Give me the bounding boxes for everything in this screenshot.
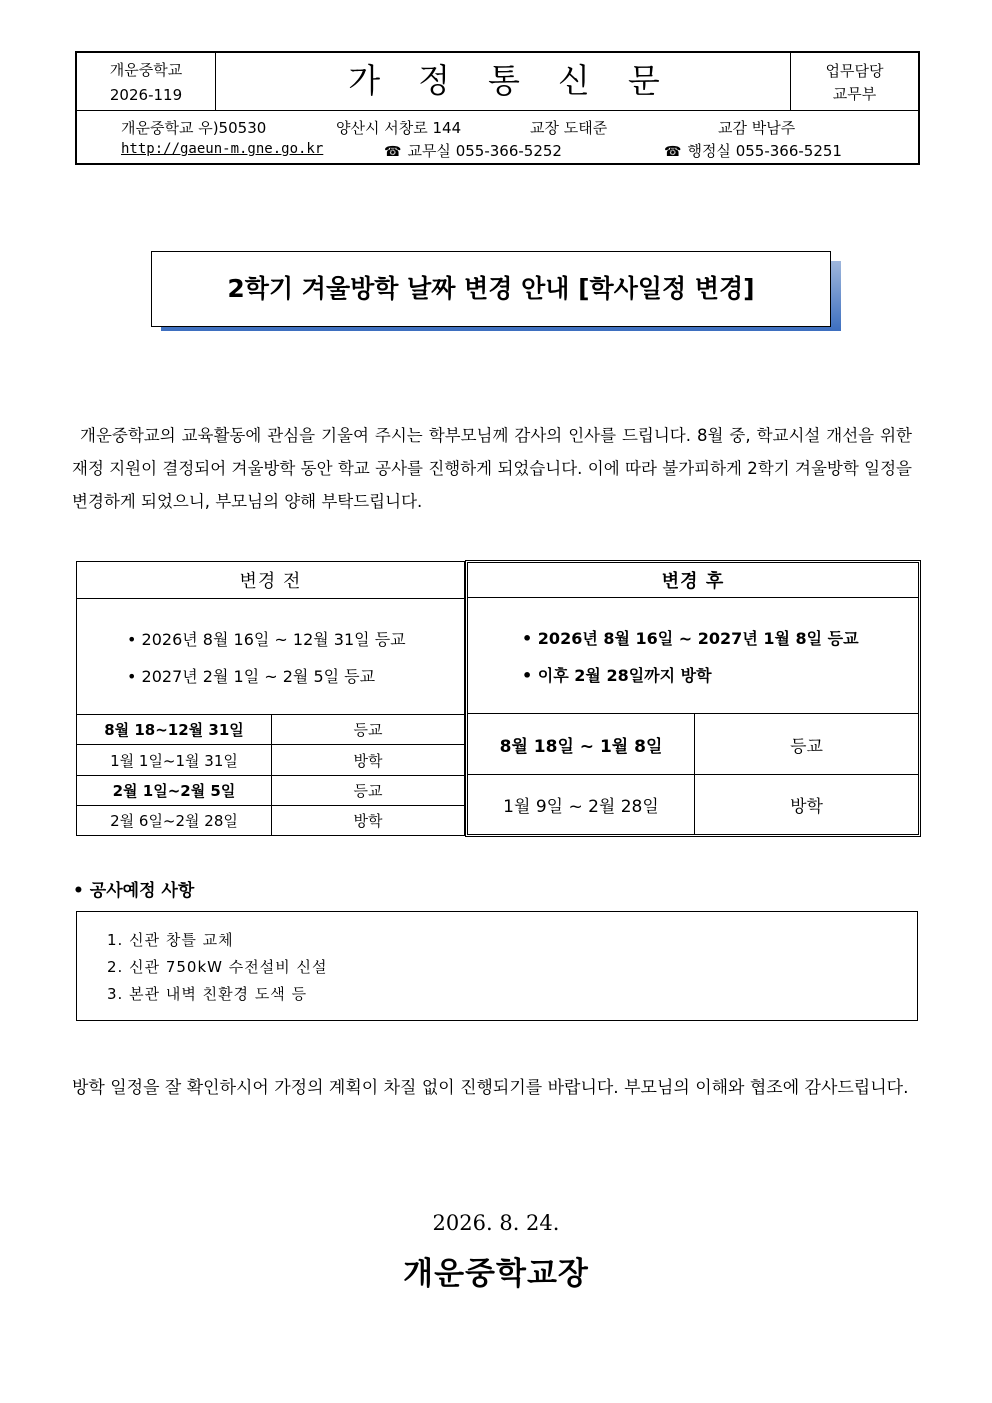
- school-address: 개운중학교 우)50530: [121, 119, 267, 137]
- list-item: 2. 신관 750kW 수전설비 신설: [107, 958, 328, 976]
- department-name: 교무부: [832, 85, 877, 103]
- table-cell: 2월 1일~2월 5일: [77, 775, 271, 805]
- title-char: 통: [488, 61, 520, 100]
- table-cell: 2월 6일~2월 28일: [77, 805, 271, 835]
- vice-principal-name: 교감 박남주: [718, 119, 796, 137]
- after-header: 변경 후: [661, 571, 725, 592]
- table-cell: 등교: [271, 714, 464, 744]
- newsletter-title: [216, 53, 792, 110]
- header-top-row: [77, 53, 918, 111]
- table-cell: 8월 18~12월 31일: [77, 714, 271, 744]
- school-website-link[interactable]: http://gaeun-m.gne.go.kr: [121, 141, 324, 157]
- closing-paragraph: 방학 일정을 잘 확인하시어 가정의 계획이 차질 없이 진행되기를 바랍니다. 부모님의 이해와 협조에 감사드립니다.: [72, 1078, 909, 1098]
- telephone-icon: ☎: [664, 144, 682, 160]
- before-header: 변경 전: [239, 571, 302, 592]
- telephone-icon: ☎: [384, 144, 402, 160]
- newsletter-header: [75, 51, 920, 165]
- list-item: • 2027년 2월 1일 ~ 2월 5일 등교: [127, 667, 376, 686]
- list-item: • 2026년 8월 16일 ~ 2027년 1월 8일 등교: [522, 629, 859, 648]
- department-label: 업무담당: [825, 62, 884, 80]
- header-department: [790, 53, 918, 110]
- title-char: 신: [557, 61, 590, 100]
- list-item: 3. 본관 내벽 친환경 도색 등: [107, 985, 308, 1003]
- school-name: 개운중학교: [109, 61, 183, 79]
- header-school-info: [77, 53, 216, 110]
- principal-name: 교장 도태준: [530, 119, 608, 137]
- office-phone: [384, 140, 562, 161]
- schedule-after-table: [465, 560, 921, 837]
- table-cell: 등교: [694, 713, 918, 774]
- title-char: 가: [348, 61, 381, 100]
- notice-title: 2학기 겨울방학 날짜 변경 안내 [학사일정 변경]: [151, 251, 831, 327]
- issue-date: 2026. 8. 24.: [432, 1211, 560, 1235]
- intro-paragraph: 개운중학교의 교육활동에 관심을 기울여 주시는 학부모님께 감사의 인사를 드립니다. 8월 중, 학교시설 개선을 위한 재정 지원이 결정되어 겨울방학 동안 학교 공사를 진행하게 되었습니다. 이에 따라 불가피하게 2학기 겨울방학 일정을 변경하게 되었으니, 부모님의 양해 부탁드립니다.: [72, 426, 912, 511]
- admin-phone-text: 행정실 055-366-5251: [687, 142, 842, 160]
- schedule-before-table: [76, 561, 465, 836]
- document-number: 2026-119: [109, 86, 183, 104]
- table-cell: 방학: [271, 805, 464, 835]
- street-address: 양산시 서창로 144: [336, 119, 462, 137]
- title-char: 문: [627, 61, 660, 100]
- construction-list: [76, 911, 918, 1021]
- table-cell: 8월 18일 ~ 1월 8일: [468, 713, 694, 774]
- list-item: • 2026년 8월 16일 ~ 12월 31일 등교: [127, 630, 406, 649]
- signer-name: 개운중학교장: [403, 1256, 589, 1292]
- table-cell: 1월 9일 ~ 2월 28일: [468, 774, 694, 834]
- table-cell: 등교: [271, 775, 464, 805]
- list-item: • 이후 2월 28일까지 방학: [522, 666, 712, 685]
- title-char: 정: [418, 61, 451, 100]
- table-cell: 방학: [694, 774, 918, 834]
- table-cell: 1월 1일~1월 31일: [77, 744, 271, 775]
- after-summary: [468, 597, 918, 713]
- office-phone-text: 교무실 055-366-5252: [407, 142, 562, 160]
- list-item: 1. 신관 창틀 교체: [107, 931, 234, 949]
- header-contact-row: [77, 111, 918, 163]
- table-cell: 방학: [271, 744, 464, 775]
- admin-phone: [664, 140, 842, 161]
- before-summary: [77, 598, 464, 714]
- construction-title: • 공사예정 사항: [73, 881, 195, 901]
